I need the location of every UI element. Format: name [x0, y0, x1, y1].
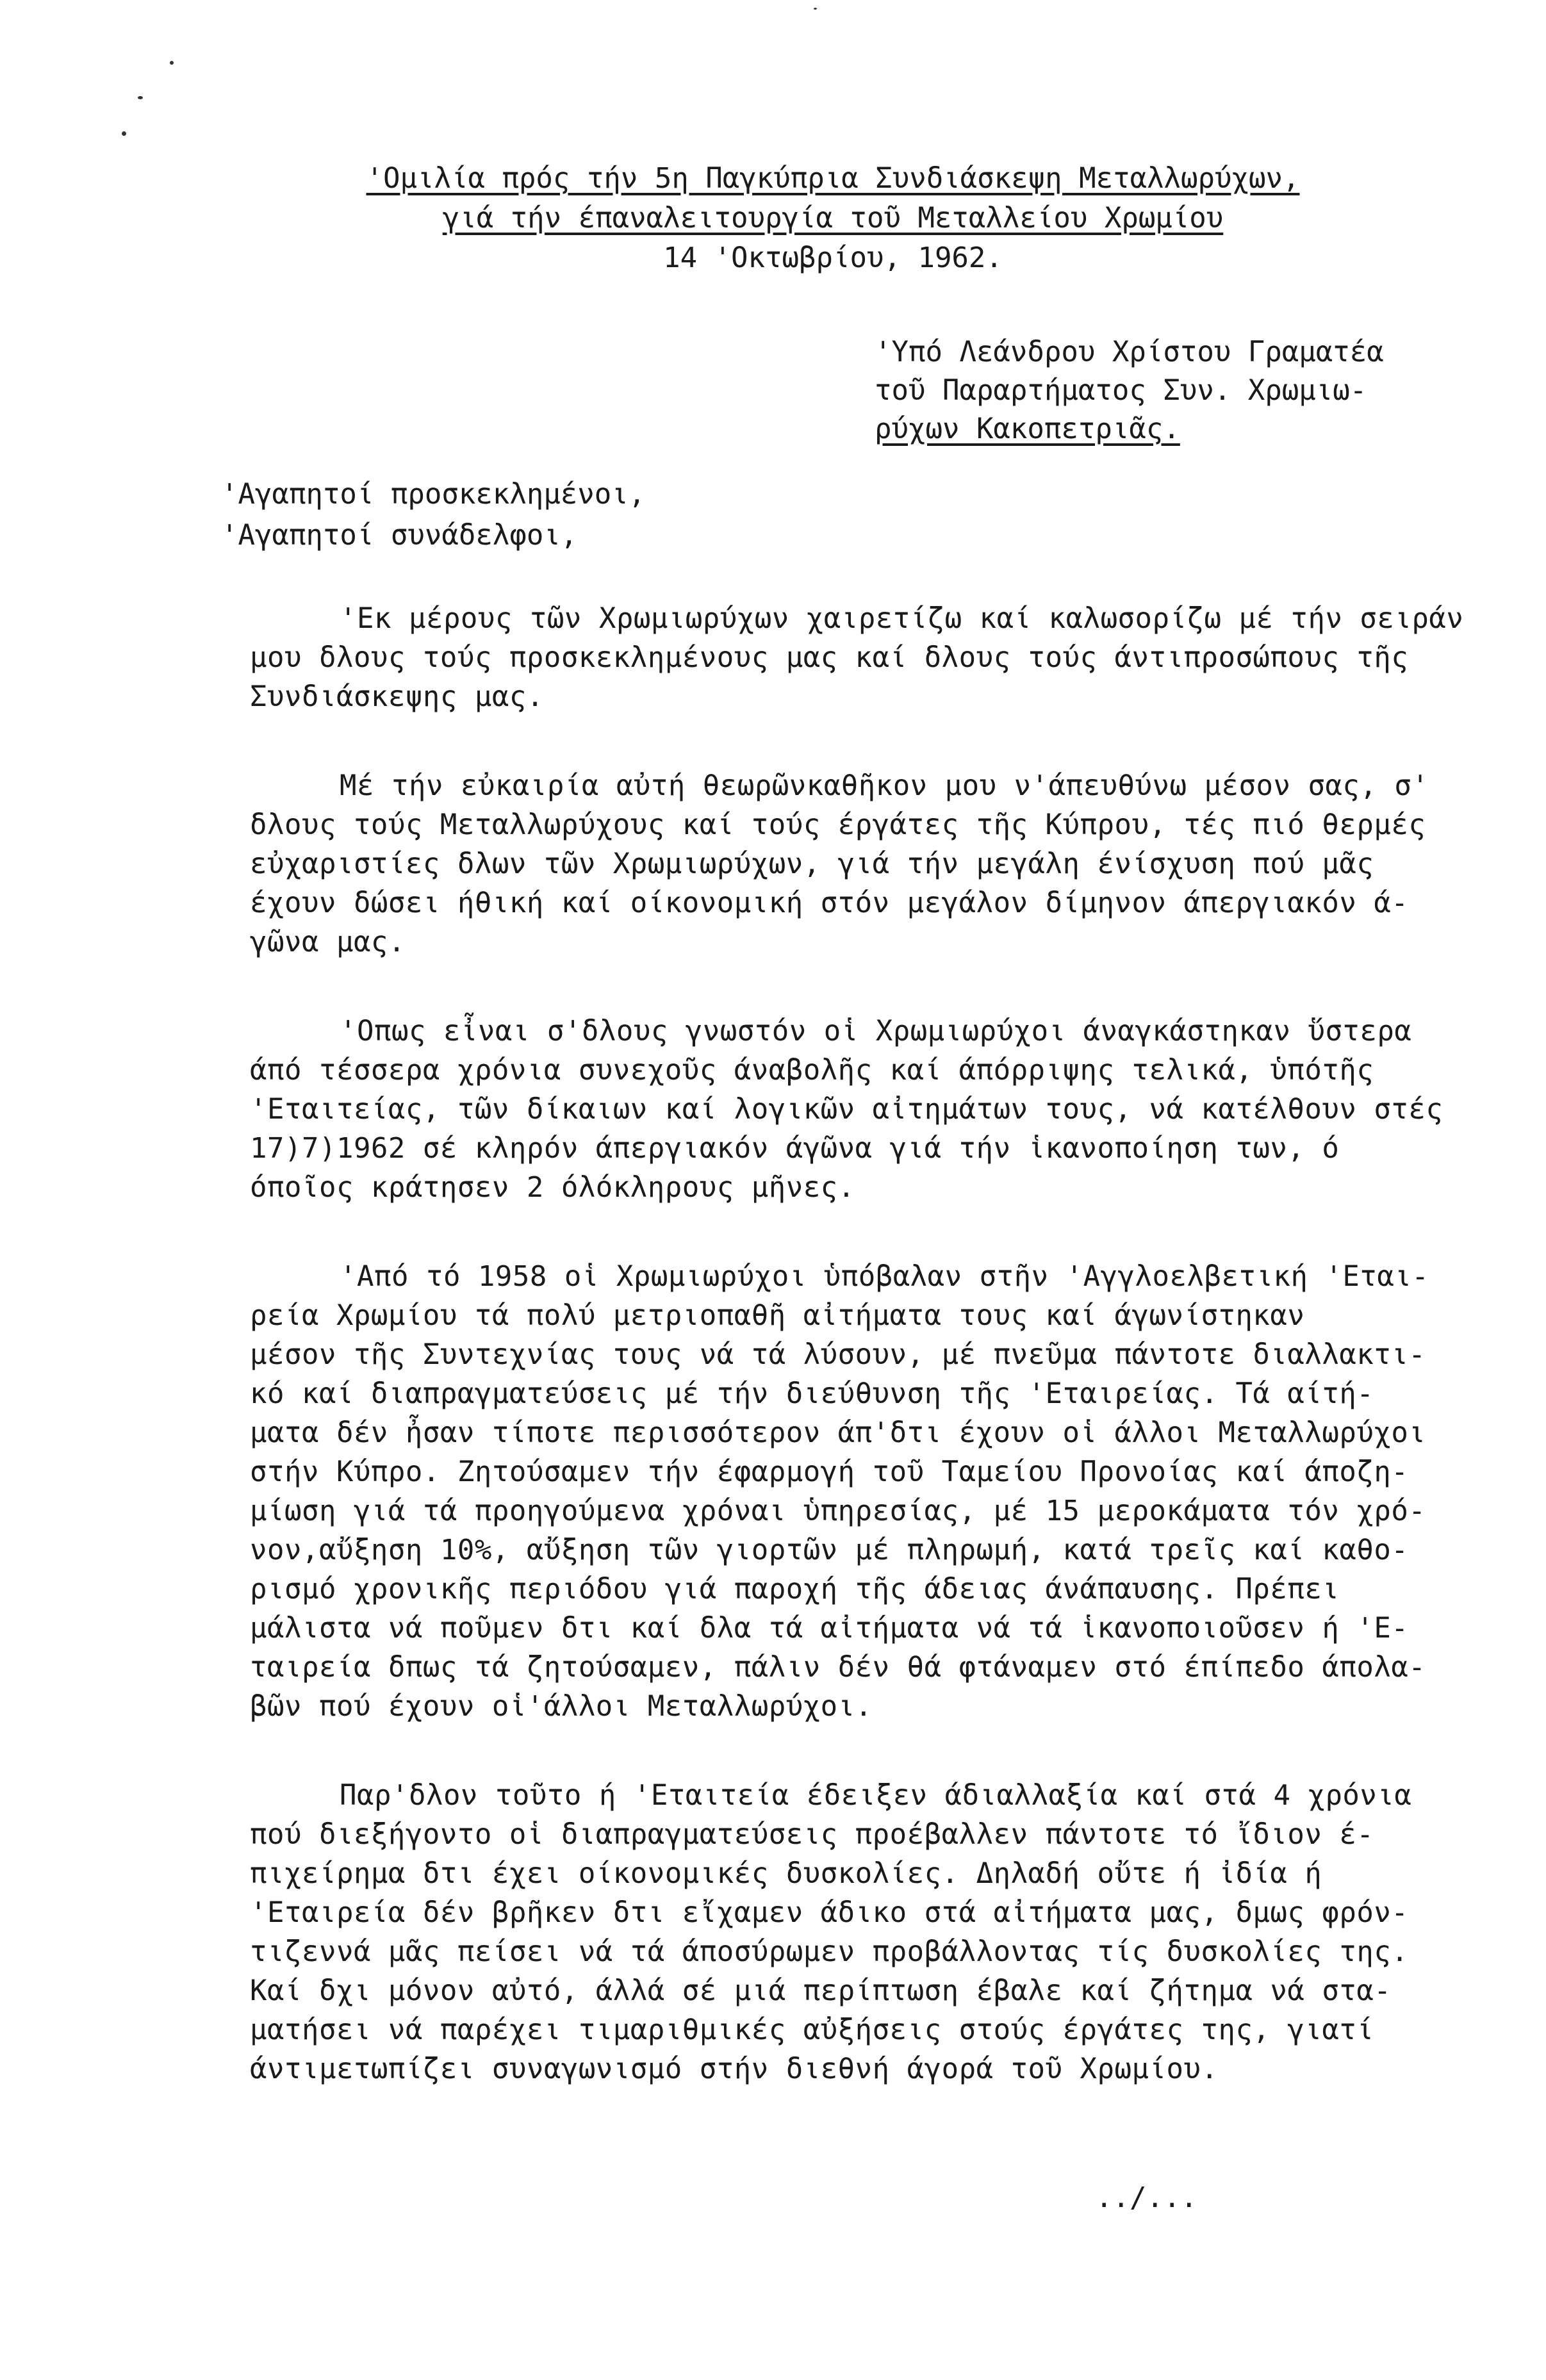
speech-body — [250, 599, 1464, 2138]
author-attribution — [875, 333, 1387, 448]
paragraph-line: 'Οπως εἶναι σ'δλους γνωστόν οἱ Χρωμιωρύχοι άναγκάστηκαν ὕστερα — [340, 1015, 1412, 1047]
title-line-3: 14 'Οκτωβρίου, 1962. — [663, 242, 1003, 274]
paragraph-line: μέσον τῆς Συντεχνίας τους νά τά λύσουν, μέ πνεῦμα πάντοτε διαλλακτι- — [250, 1338, 1426, 1371]
paragraph-line: στήν Κύπρο. Ζητούσαμεν τήν έφαρμογή τοῦ Ταμείου Προνοίας καί άποζη- — [250, 1456, 1409, 1488]
paragraph-line: 17)7)1962 σέ κληρόν άπεργιακόν άγῶνα γιά τήν ἱκανοποίηση των, ό — [250, 1132, 1340, 1165]
scan-speck — [122, 131, 126, 136]
scan-speck — [138, 96, 143, 99]
paragraph-5 — [250, 1776, 1416, 2089]
paragraph-line: μίωση γιά τά προηγούμενα χρόναι ὑπηρεσίας, μέ 15 μεροκάματα τόν χρό- — [250, 1495, 1426, 1527]
paragraph-line: ματήσει νά παρέχει τιμαριθμικές αὐξήσεις στούς έργάτες της, γιατί — [250, 2014, 1374, 2046]
paragraph-line: βῶν πού έχουν οἱ'άλλοι Μεταλλωρύχοι. — [250, 1690, 873, 1723]
paragraph-line: ταιρεία δπως τά ζητούσαμεν, πάλιν δέν θά φτάναμεν στό έπίπεδο άπολα- — [250, 1651, 1426, 1684]
paragraph-line: Μέ τήν εὐκαιρία αὐτή θεωρῶνκαθῆκον μου ν'άπευθύνω μέσον σας, σ' — [340, 769, 1429, 802]
paragraph-line: 'Εταιτείας, τῶν δίκαιων καί λογικῶν αἰτημάτων τους, νά κατέλθουν στές — [250, 1093, 1443, 1126]
paragraph-line: πού διεξήγοντο οἱ διαπραγματεύσεις προέβαλλεν πάντοτε τό ἴδιον έ- — [250, 1818, 1374, 1851]
paragraph-line: νον,αὔξηση 10%, αὔξηση τῶν γιορτῶν μέ πληρωμή, κατά τρεῖς καί καθο- — [250, 1534, 1409, 1566]
paragraph-line: Συνδιάσκεψης μας. — [250, 680, 544, 713]
paragraph-line: άπό τέσσερα χρόνια συνεχοῦς άναβολῆς καί άπόρριψης τελικά, ὑπότῆς — [250, 1054, 1374, 1087]
author-line-1: 'Υπό Λεάνδρου Χρίστου Γραματέα — [875, 336, 1384, 368]
paragraph-line: Παρ'δλον τοῦτο ή 'Εταιτεία έδειξεν άδιαλλαξία καί στά 4 χρόνια — [340, 1779, 1412, 1812]
paragraph-line: ρισμό χρονικῆς περιόδου γιά παροχή τῆς άδειας άνάπαυσης. Πρέπει — [250, 1573, 1340, 1605]
paragraph-line: άντιμετωπίζει συναγωνισμό στήν διεθνή άγορά τοῦ Χρωμίου. — [250, 2053, 1219, 2085]
salutation — [221, 474, 645, 556]
paragraph-line: κό καί διαπραγματεύσεις μέ τήν διεύθυνση τῆς 'Εταιρείας. Τά αίτή- — [250, 1377, 1374, 1410]
author-line-2: τοῦ Παραρτήματος Συν. Χρωμιω- — [875, 374, 1367, 407]
paragraph-line: 'Από τό 1958 οἱ Χρωμιωρύχοι ὑπόβαλαν στῆν 'Αγγλοελβετική 'Εται- — [340, 1260, 1429, 1293]
paragraph-line: γῶνα μας. — [250, 926, 406, 958]
title-line-1: 'Ομιλία πρός τήν 5η Παγκύπρια Συνδιάσκεψη Μεταλλωρύχων, — [366, 162, 1300, 195]
paragraph-line: όποῖος κράτησεν 2 όλόκληρους μῆνες. — [250, 1171, 855, 1204]
paragraph-line: πιχείρημα δτι έχει οίκονομικές δυσκολίες. Δηλαδή οὔτε ή ἰδία ή — [250, 1857, 1322, 1890]
continuation-mark: ../... — [1096, 2181, 1197, 2214]
author-line-3: ρύχων Κακοπετριᾶς. — [875, 413, 1180, 445]
paragraph-line: μου δλους τούς προσκεκλημένους μας καί δλους τούς άντιπροσώπους τῆς — [250, 641, 1409, 674]
document-title — [333, 159, 1333, 278]
paragraph-line: ματα δέν ἦσαν τίποτε περισσότερον άπ'δτι έχουν οἱ άλλοι Μεταλλωρύχοι — [250, 1416, 1426, 1449]
paragraph-3 — [250, 1012, 1443, 1207]
paragraph-1 — [250, 599, 1464, 716]
paragraph-2 — [250, 766, 1429, 962]
paragraph-line: Καί δχι μόνον αὐτό, άλλά σέ μιά περίπτωση έβαλε καί ζήτημα νά στα- — [250, 1974, 1392, 2007]
paragraph-4 — [250, 1257, 1429, 1726]
title-line-2: γιά τήν έπαναλειτουργία τοῦ Μεταλλείου Χρωμίου — [442, 202, 1224, 234]
paragraph-line: τιζεννά μᾶς πείσει νά τά άποσύρωμεν προβάλλοντας τίς δυσκολίες της. — [250, 1935, 1409, 1968]
paragraph-line: 'Εταιρεία δέν βρῆκεν δτι εἴχαμεν άδικο στά αἰτήματα μας, δμως φρόν- — [250, 1896, 1409, 1929]
scan-speck — [170, 61, 174, 65]
scan-speck — [814, 8, 817, 10]
paragraph-line: δλους τούς Μεταλλωρύχους καί τούς έργάτες τῆς Κύπρου, τές πιό θερμές — [250, 808, 1426, 841]
paragraph-line: μάλιστα νά ποῦμεν δτι καί δλα τά αἰτήματα νά τά ἱκανοποιοῦσεν ή 'Ε- — [250, 1612, 1409, 1645]
paragraph-line: έχουν δώσει ήθική καί οίκονομική στόν μεγάλον δίμηνον άπεργιακόν ά- — [250, 887, 1409, 919]
paragraph-line: ρεία Χρωμίου τά πολύ μετριοπαθῆ αἰτήματα τους καί άγωνίστηκαν — [250, 1299, 1305, 1332]
salutation-line-2: 'Αγαπητοί συνάδελφοι, — [221, 519, 578, 552]
salutation-line-1: 'Αγαπητοί προσκεκλημένοι, — [221, 478, 646, 511]
paragraph-line: 'Εκ μέρους τῶν Χρωμιωρύχων χαιρετίζω καί καλωσορίζω μέ τήν σειράν — [340, 602, 1464, 635]
paragraph-line: εὐχαριστίες δλων τῶν Χρωμιωρύχων, γιά τήν μεγάλη ένίσχυση πού μᾶς — [250, 848, 1374, 880]
